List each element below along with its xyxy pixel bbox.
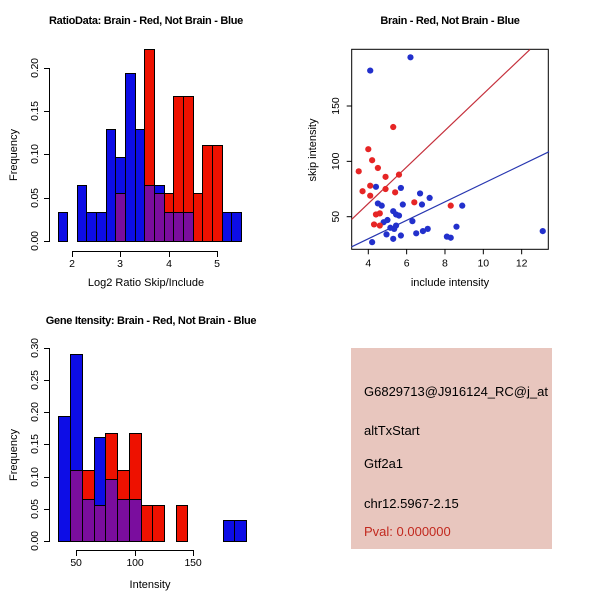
gene-name-text: Gtf2a1 bbox=[364, 456, 404, 471]
hist-bar-red bbox=[152, 505, 165, 542]
scatter-point-red bbox=[382, 174, 388, 180]
y-tick bbox=[44, 477, 49, 478]
y-tick-label: 0.30 bbox=[29, 338, 41, 358]
gene-histogram-plot bbox=[0, 300, 300, 600]
scatter-point-red bbox=[367, 183, 373, 189]
x-tick-label: 4 bbox=[166, 258, 172, 270]
scatter-point-blue bbox=[383, 231, 389, 237]
x-tick-label: 50 bbox=[70, 557, 82, 569]
panel-ratio-histogram bbox=[0, 0, 300, 300]
scatter-y-axis-label: skip intensity bbox=[307, 118, 319, 182]
axis-line-y bbox=[49, 348, 50, 542]
scatter-point-blue bbox=[459, 203, 465, 209]
gene-histogram-title: Gene Itensity: Brain - Red, Not Brain - Blue bbox=[45, 315, 257, 327]
x-tick bbox=[76, 550, 77, 556]
scatter-point-blue bbox=[540, 228, 546, 234]
hist-bar-red bbox=[176, 505, 188, 542]
y-tick-label: 0.15 bbox=[29, 101, 41, 121]
scatter-point-blue bbox=[369, 239, 375, 245]
panel-info bbox=[300, 300, 600, 600]
y-tick-label: 0.05 bbox=[29, 188, 41, 208]
scatter-point-blue bbox=[375, 200, 381, 206]
scatter-point-red bbox=[365, 146, 371, 152]
x-tick-label: 4 bbox=[365, 257, 372, 270]
x-tick-label: 3 bbox=[117, 258, 123, 270]
x-tick bbox=[193, 550, 194, 556]
y-tick-label: 0.10 bbox=[29, 144, 41, 164]
scatter-point-blue bbox=[393, 211, 399, 217]
scatter-plot bbox=[300, 0, 600, 300]
y-tick-label: 0.05 bbox=[29, 499, 41, 519]
scatter-point-blue bbox=[367, 67, 373, 73]
x-tick-label: 100 bbox=[126, 557, 144, 569]
y-tick bbox=[44, 348, 49, 349]
y-tick bbox=[44, 444, 49, 445]
x-tick-label: 10 bbox=[477, 257, 490, 270]
scatter-point-blue bbox=[398, 232, 404, 238]
scatter-point-blue bbox=[419, 201, 425, 207]
scatter-point-blue bbox=[400, 201, 406, 207]
y-tick bbox=[44, 509, 49, 510]
scatter-point-red bbox=[369, 157, 375, 163]
scatter-point-red bbox=[411, 199, 417, 205]
scatter-point-red bbox=[356, 168, 362, 174]
x-tick-label: 150 bbox=[184, 557, 202, 569]
x-tick bbox=[217, 251, 218, 257]
fit-line-blue bbox=[352, 152, 549, 247]
y-tick-label: 100 bbox=[330, 152, 342, 171]
y-tick-label: 0.20 bbox=[29, 58, 41, 78]
ratio-histogram-plot bbox=[0, 0, 300, 300]
scatter-point-blue bbox=[425, 226, 431, 232]
hist-bar-blue bbox=[231, 212, 242, 242]
scatter-point-red bbox=[377, 210, 383, 216]
y-tick-label: 0.00 bbox=[29, 531, 41, 551]
y-tick-label: 0.10 bbox=[29, 467, 41, 487]
scatter-point-blue bbox=[453, 224, 459, 230]
scatter-x-axis-label: include intensity bbox=[410, 277, 490, 289]
x-tick-label: 5 bbox=[214, 258, 220, 270]
scatter-point-blue bbox=[448, 235, 454, 241]
plot-box bbox=[352, 49, 549, 249]
y-tick bbox=[44, 241, 49, 242]
y-tick-label: 50 bbox=[330, 210, 342, 223]
panel-gene-intensity-histogram bbox=[0, 300, 300, 600]
scatter-point-blue bbox=[393, 222, 399, 228]
scatter-point-red bbox=[367, 193, 373, 199]
gene-y-axis-label: Frequency bbox=[8, 429, 20, 481]
x-tick bbox=[120, 251, 121, 257]
scatter-point-red bbox=[392, 189, 398, 195]
scatter-point-blue bbox=[413, 230, 419, 236]
event-type-text: altTxStart bbox=[364, 423, 420, 438]
info-box bbox=[351, 348, 552, 549]
axis-line-y bbox=[49, 68, 50, 242]
y-tick-label: 0.25 bbox=[29, 370, 41, 390]
x-tick bbox=[135, 550, 136, 556]
axis-line-x bbox=[72, 251, 218, 252]
scatter-point-blue bbox=[373, 184, 379, 190]
scatter-point-red bbox=[371, 221, 377, 227]
gene-x-axis-label: Intensity bbox=[129, 579, 171, 591]
scatter-point-blue bbox=[407, 54, 413, 60]
x-tick-label: 12 bbox=[515, 257, 528, 270]
x-tick-label: 2 bbox=[69, 258, 75, 270]
y-tick bbox=[44, 111, 49, 112]
y-tick-label: 0.20 bbox=[29, 402, 41, 422]
x-tick bbox=[72, 251, 73, 257]
scatter-point-blue bbox=[417, 190, 423, 196]
fit-line-red bbox=[352, 50, 530, 220]
ratio-histogram-title: RatioData: Brain - Red, Not Brain - Blue bbox=[49, 15, 243, 27]
scatter-point-blue bbox=[398, 185, 404, 191]
hist-bar-blue bbox=[234, 520, 247, 542]
y-tick-label: 150 bbox=[330, 97, 342, 115]
x-tick-label: 6 bbox=[403, 257, 410, 270]
y-tick bbox=[44, 380, 49, 381]
pval-text: Pval: 0.000000 bbox=[364, 524, 451, 539]
x-tick bbox=[169, 251, 170, 257]
scatter-point-red bbox=[390, 124, 396, 130]
ratio-x-axis-label: Log2 Ratio Skip/Include bbox=[87, 277, 205, 289]
scatter-point-red bbox=[396, 172, 402, 178]
y-tick bbox=[44, 198, 49, 199]
y-tick bbox=[44, 412, 49, 413]
y-tick bbox=[44, 154, 49, 155]
hist-bar-blue bbox=[58, 212, 68, 242]
panel-intensity-scatter bbox=[300, 0, 600, 300]
ratio-y-axis-label: Frequency bbox=[8, 129, 20, 181]
scatter-point-red bbox=[375, 165, 381, 171]
y-tick-label: 0.00 bbox=[29, 231, 41, 251]
y-tick bbox=[44, 541, 49, 542]
scatter-point-blue bbox=[427, 195, 433, 201]
probe-id-text: G6829713@J916124_RC@j_at bbox=[364, 384, 548, 399]
scatter-point-red bbox=[377, 222, 383, 228]
scatter-point-red bbox=[382, 186, 388, 192]
scatter-point-red bbox=[448, 203, 454, 209]
scatter-point-red bbox=[359, 188, 365, 194]
scatter-title: Brain - Red, Not Brain - Blue bbox=[380, 15, 520, 27]
scatter-point-blue bbox=[390, 236, 396, 242]
chromosome-location-text: chr12.5967-2.15 bbox=[364, 496, 459, 511]
y-tick bbox=[44, 68, 49, 69]
x-tick-label: 8 bbox=[442, 257, 448, 270]
y-tick-label: 0.15 bbox=[29, 434, 41, 454]
scatter-point-blue bbox=[409, 218, 415, 224]
